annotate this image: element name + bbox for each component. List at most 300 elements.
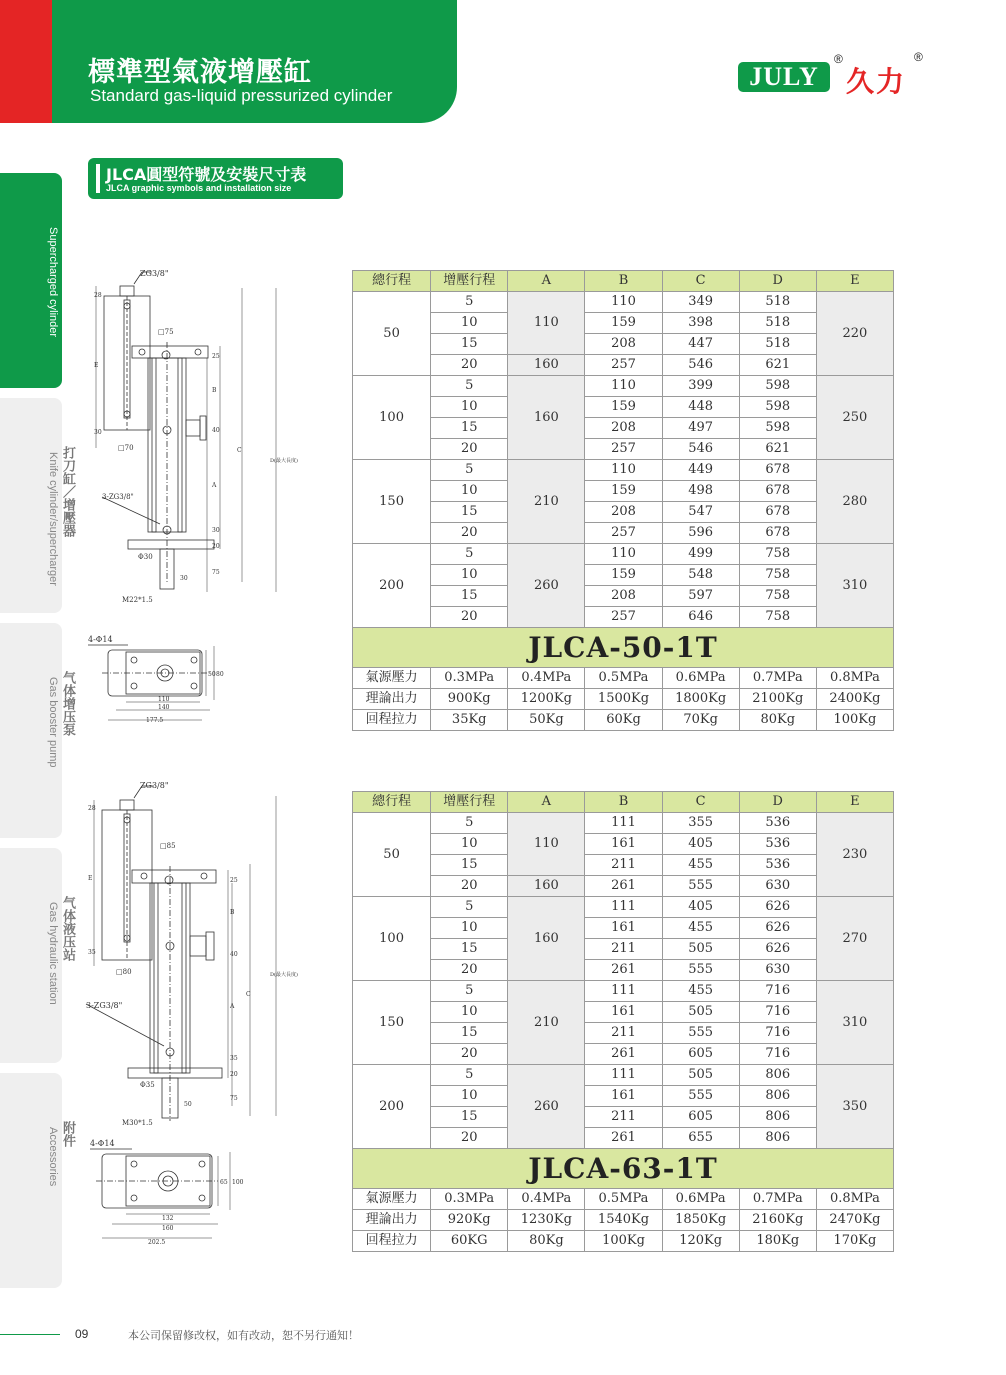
dim-b-cell: 261 (585, 1044, 662, 1065)
table-row (353, 1023, 894, 1044)
dim-e-cell: 250 (816, 376, 893, 460)
section-title-cn: JLCA圓型符號及安裝尺寸表 (106, 165, 307, 184)
page-title: 標準型氣液增壓缸 (88, 57, 312, 88)
dim-a-cell: 160 (508, 376, 585, 460)
performance-value: 0.7MPa (739, 668, 816, 689)
table-row (353, 439, 894, 460)
dim-c-cell: 596 (662, 523, 739, 544)
boost-stroke-cell: 5 (431, 376, 508, 397)
performance-label: 理論出力 (353, 1210, 431, 1231)
dim-c-cell: 447 (662, 334, 739, 355)
table-row (353, 397, 894, 418)
dim-c-cell: 555 (662, 1023, 739, 1044)
drawing-part (120, 286, 134, 296)
dim-b-cell: 110 (585, 292, 662, 313)
total-stroke-cell: 200 (353, 1065, 431, 1149)
table-row (353, 834, 894, 855)
column-header: E (816, 271, 893, 292)
table-row (353, 313, 894, 334)
dim-a-cell: 110 (508, 292, 585, 355)
performance-row (353, 1231, 894, 1252)
performance-value: 80Kg (508, 1231, 585, 1252)
column-header: D (739, 271, 816, 292)
dim-b-cell: 159 (585, 397, 662, 418)
performance-row (353, 689, 894, 710)
total-stroke-cell: 50 (353, 292, 431, 376)
performance-value: 120Kg (662, 1231, 739, 1252)
dim-d-cell: 716 (739, 981, 816, 1002)
dim-c-cell: 505 (662, 1002, 739, 1023)
dim-a-cell: 210 (508, 460, 585, 544)
drawing-label: 20 (212, 543, 220, 550)
dim-e-cell: 230 (816, 813, 893, 897)
drawing-label: 50 (184, 1101, 192, 1108)
dim-b-cell: 110 (585, 376, 662, 397)
model-name: JLCA-50-1T (353, 628, 894, 668)
table-row (353, 544, 894, 565)
dim-b-cell: 208 (585, 418, 662, 439)
dim-b-cell: 257 (585, 607, 662, 628)
boost-stroke-cell: 5 (431, 897, 508, 918)
dim-d-cell: 758 (739, 565, 816, 586)
dim-a-cell: 110 (508, 813, 585, 876)
dim-d-cell: 630 (739, 876, 816, 897)
dim-c-cell: 405 (662, 897, 739, 918)
cylinder-drawing-63 (82, 776, 298, 1251)
dim-b-cell: 257 (585, 523, 662, 544)
dim-b-cell: 111 (585, 813, 662, 834)
logo-july: JULY (738, 62, 830, 92)
drawing-label: 28 (94, 292, 102, 299)
dim-d-cell: 598 (739, 418, 816, 439)
section-title-en: JLCA graphic symbols and installation size (106, 183, 292, 193)
dim-c-cell: 405 (662, 834, 739, 855)
dim-d-cell: 806 (739, 1086, 816, 1107)
dim-b-cell: 161 (585, 918, 662, 939)
dim-b-cell: 261 (585, 1128, 662, 1149)
dim-b-cell: 208 (585, 586, 662, 607)
dim-c-cell: 355 (662, 813, 739, 834)
drawing-label: M22*1.5 (122, 596, 153, 604)
dim-c-cell: 499 (662, 544, 739, 565)
logo-reg-mark: ® (834, 52, 843, 66)
drawing-label: ZG3/8" (140, 269, 169, 278)
boost-stroke-cell: 5 (431, 292, 508, 313)
table-row (353, 1128, 894, 1149)
performance-value: 60KG (431, 1231, 508, 1252)
performance-value: 1200Kg (508, 689, 585, 710)
drawing-label: 160 (162, 1225, 174, 1232)
performance-value: 1540Kg (585, 1210, 662, 1231)
total-stroke-cell: 50 (353, 813, 431, 897)
performance-value: 0.8MPa (816, 1189, 893, 1210)
drawing-label: 4-Φ14 (90, 1139, 115, 1148)
dim-b-cell: 211 (585, 1107, 662, 1128)
performance-value: 100Kg (816, 710, 893, 731)
dim-c-cell: 655 (662, 1128, 739, 1149)
drawing-label: B (212, 387, 217, 394)
dim-b-cell: 159 (585, 565, 662, 586)
table-row (353, 418, 894, 439)
performance-value: 50Kg (508, 710, 585, 731)
dim-c-cell: 399 (662, 376, 739, 397)
dim-d-cell: 518 (739, 292, 816, 313)
dim-c-cell: 449 (662, 460, 739, 481)
drawing-part (120, 800, 134, 810)
drawing-label: 35 (230, 1055, 238, 1062)
sidebar-item-knife-cylinder[interactable] (0, 398, 75, 613)
dim-c-cell: 597 (662, 586, 739, 607)
drawing-label: 100 (232, 1179, 244, 1186)
performance-row (353, 1189, 894, 1210)
column-header: B (585, 792, 662, 813)
sidebar-label-en: Gas hydraulic station (47, 902, 59, 1005)
dim-d-cell: 806 (739, 1107, 816, 1128)
dim-c-cell: 646 (662, 607, 739, 628)
dim-b-cell: 208 (585, 334, 662, 355)
dim-e-cell: 280 (816, 460, 893, 544)
logo-cn: 久力 (846, 65, 907, 98)
drawing-label: 202.5 (148, 1239, 166, 1246)
dim-e-cell: 350 (816, 1065, 893, 1149)
drawing-label: C (246, 991, 251, 998)
drawing-label: 40 (212, 427, 220, 434)
column-header: B (585, 271, 662, 292)
boost-stroke-cell: 15 (431, 418, 508, 439)
dim-d-cell: 806 (739, 1065, 816, 1086)
boost-stroke-cell: 5 (431, 1065, 508, 1086)
drawing-label: A (212, 482, 217, 489)
performance-value: 60Kg (585, 710, 662, 731)
sidebar-item-gas-hydraulic-station[interactable] (0, 848, 75, 1063)
performance-value: 0.8MPa (816, 668, 893, 689)
sidebar-item-accessories[interactable] (0, 1073, 75, 1288)
column-header: E (816, 792, 893, 813)
model-name: JLCA-63-1T (353, 1149, 894, 1189)
table-row (353, 481, 894, 502)
dim-b-cell: 159 (585, 481, 662, 502)
performance-value: 0.5MPa (585, 668, 662, 689)
table-header-row (353, 792, 894, 813)
performance-row (353, 668, 894, 689)
dim-a-cell: 160 (508, 876, 585, 897)
drawing-label: □70 (118, 444, 134, 452)
boost-stroke-cell: 5 (431, 813, 508, 834)
dim-b-cell: 211 (585, 939, 662, 960)
dim-b-cell: 110 (585, 544, 662, 565)
table-row (353, 1002, 894, 1023)
drawing-label: 28 (88, 805, 96, 812)
dim-b-cell: 261 (585, 960, 662, 981)
dim-a-cell: 260 (508, 544, 585, 628)
column-header: A (508, 271, 585, 292)
drawing-label: 177.5 (146, 717, 164, 724)
dim-d-cell: 621 (739, 439, 816, 460)
sidebar-label-cn: 附件 (60, 1121, 75, 1147)
dim-c-cell: 505 (662, 939, 739, 960)
dim-d-cell: 678 (739, 481, 816, 502)
boost-stroke-cell: 15 (431, 334, 508, 355)
boost-stroke-cell: 20 (431, 1128, 508, 1149)
table-row (353, 918, 894, 939)
table-row (353, 813, 894, 834)
column-header: 增壓行程 (431, 792, 508, 813)
column-header: 增壓行程 (431, 271, 508, 292)
drawing-label: 65 (220, 1179, 228, 1186)
dim-d-cell: 806 (739, 1128, 816, 1149)
performance-value: 180Kg (739, 1231, 816, 1252)
table-row (353, 292, 894, 313)
drawing-label: 40 (230, 951, 238, 958)
boost-stroke-cell: 15 (431, 1023, 508, 1044)
boost-stroke-cell: 20 (431, 960, 508, 981)
dim-c-cell: 497 (662, 418, 739, 439)
dim-b-cell: 261 (585, 876, 662, 897)
drawing-label: 80 (216, 671, 224, 678)
drawing-label: C (237, 447, 242, 454)
drawing-label: □75 (158, 328, 174, 336)
dim-d-cell: 716 (739, 1002, 816, 1023)
boost-stroke-cell: 20 (431, 355, 508, 376)
boost-stroke-cell: 15 (431, 502, 508, 523)
table-row (353, 939, 894, 960)
dim-c-cell: 498 (662, 481, 739, 502)
performance-value: 0.7MPa (739, 1189, 816, 1210)
dim-d-cell: 758 (739, 544, 816, 565)
performance-label: 理論出力 (353, 689, 431, 710)
total-stroke-cell: 150 (353, 460, 431, 544)
boost-stroke-cell: 5 (431, 981, 508, 1002)
dim-d-cell: 678 (739, 502, 816, 523)
dim-d-cell: 716 (739, 1044, 816, 1065)
boost-stroke-cell: 10 (431, 1002, 508, 1023)
boost-stroke-cell: 10 (431, 834, 508, 855)
sidebar-label-cn: 增压缸 (60, 221, 75, 260)
dim-e-cell: 310 (816, 544, 893, 628)
cylinder-drawing-50 (82, 262, 298, 732)
footer-rule (0, 1334, 60, 1335)
performance-value: 80Kg (739, 710, 816, 731)
drawing-label: 50 (208, 671, 216, 678)
performance-value: 0.4MPa (508, 1189, 585, 1210)
sidebar-label-en: Accessories (47, 1127, 59, 1187)
total-stroke-cell: 150 (353, 981, 431, 1065)
dim-a-cell: 160 (508, 897, 585, 981)
boost-stroke-cell: 5 (431, 460, 508, 481)
dim-d-cell: 598 (739, 376, 816, 397)
column-header: 總行程 (353, 792, 431, 813)
drawing-label: 20 (230, 1071, 238, 1078)
performance-value: 0.4MPa (508, 668, 585, 689)
spec-table-jlca-63 (352, 791, 894, 1252)
performance-value: 0.3MPa (431, 668, 508, 689)
dim-b-cell: 110 (585, 460, 662, 481)
table-row (353, 334, 894, 355)
sidebar-label-en: Supercharged cylinder (47, 227, 59, 338)
drawing-label: D(最大長度) (270, 972, 298, 978)
performance-value: 1850Kg (662, 1210, 739, 1231)
dim-d-cell: 518 (739, 334, 816, 355)
performance-value: 2400Kg (816, 689, 893, 710)
page-subtitle: Standard gas-liquid pressurized cylinder (90, 86, 393, 105)
drawing-label: 140 (158, 704, 170, 711)
dim-d-cell: 536 (739, 813, 816, 834)
dim-a-cell: 210 (508, 981, 585, 1065)
dim-c-cell: 455 (662, 981, 739, 1002)
dim-d-cell: 758 (739, 607, 816, 628)
dim-d-cell: 678 (739, 523, 816, 544)
footer-note: 本公司保留修改权，如有改动，恕不另行通知！ (128, 1329, 359, 1342)
dim-a-cell: 160 (508, 355, 585, 376)
drawing-label: Φ30 (138, 553, 153, 561)
dim-c-cell: 555 (662, 1086, 739, 1107)
boost-stroke-cell: 20 (431, 607, 508, 628)
boost-stroke-cell: 20 (431, 439, 508, 460)
total-stroke-cell: 200 (353, 544, 431, 628)
table-row (353, 460, 894, 481)
table-row (353, 1107, 894, 1128)
drawing-label: E (88, 875, 93, 882)
dim-c-cell: 398 (662, 313, 739, 334)
performance-label: 回程拉力 (353, 710, 431, 731)
total-stroke-cell: 100 (353, 897, 431, 981)
drawing-label: 75 (230, 1095, 238, 1102)
performance-label: 氣源壓力 (353, 1189, 431, 1210)
dim-c-cell: 448 (662, 397, 739, 418)
dim-b-cell: 159 (585, 313, 662, 334)
dim-d-cell: 536 (739, 855, 816, 876)
dim-b-cell: 111 (585, 897, 662, 918)
table-row (353, 502, 894, 523)
sidebar-label-cn: 气体增压泵 (60, 671, 75, 736)
dim-c-cell: 505 (662, 1065, 739, 1086)
dim-d-cell: 758 (739, 586, 816, 607)
boost-stroke-cell: 20 (431, 523, 508, 544)
performance-row (353, 710, 894, 731)
table-row (353, 586, 894, 607)
sidebar-item-gas-booster-pump[interactable] (0, 623, 75, 838)
dim-d-cell: 626 (739, 918, 816, 939)
drawing-label: 25 (230, 877, 238, 884)
column-header: D (739, 792, 816, 813)
drawing-label: □80 (116, 968, 132, 976)
boost-stroke-cell: 5 (431, 544, 508, 565)
performance-label: 回程拉力 (353, 1231, 431, 1252)
sidebar-label-cn: 气体液压站 (60, 896, 75, 961)
dim-c-cell: 546 (662, 355, 739, 376)
dim-b-cell: 211 (585, 855, 662, 876)
drawing-label: 30 (94, 429, 102, 436)
dim-a-cell: 260 (508, 1065, 585, 1149)
performance-value: 170Kg (816, 1231, 893, 1252)
boost-stroke-cell: 15 (431, 1107, 508, 1128)
performance-value: 2100Kg (739, 689, 816, 710)
performance-value: 1230Kg (508, 1210, 585, 1231)
performance-value: 1500Kg (585, 689, 662, 710)
table-row (353, 981, 894, 1002)
boost-stroke-cell: 15 (431, 939, 508, 960)
performance-row (353, 1210, 894, 1231)
performance-value: 0.6MPa (662, 668, 739, 689)
dim-b-cell: 111 (585, 981, 662, 1002)
table-row (353, 897, 894, 918)
dim-d-cell: 630 (739, 960, 816, 981)
model-row (353, 628, 894, 668)
column-header: C (662, 792, 739, 813)
boost-stroke-cell: 20 (431, 1044, 508, 1065)
dim-d-cell: 518 (739, 313, 816, 334)
dim-d-cell: 598 (739, 397, 816, 418)
performance-value: 2470Kg (816, 1210, 893, 1231)
dim-c-cell: 349 (662, 292, 739, 313)
table-row (353, 565, 894, 586)
dim-e-cell: 270 (816, 897, 893, 981)
boost-stroke-cell: 10 (431, 1086, 508, 1107)
dim-c-cell: 548 (662, 565, 739, 586)
performance-value: 0.5MPa (585, 1189, 662, 1210)
drawing-label: D(最大長度) (270, 458, 298, 464)
boost-stroke-cell: 10 (431, 565, 508, 586)
dim-b-cell: 257 (585, 439, 662, 460)
brand-logo (738, 50, 938, 100)
table-row (353, 1044, 894, 1065)
boost-stroke-cell: 15 (431, 586, 508, 607)
total-stroke-cell: 100 (353, 376, 431, 460)
dim-d-cell: 678 (739, 460, 816, 481)
performance-value: 100Kg (585, 1231, 662, 1252)
table-row (353, 1065, 894, 1086)
drawing-label: Φ35 (140, 1081, 155, 1089)
table-row (353, 607, 894, 628)
drawing-label: B (230, 909, 235, 916)
table-row (353, 876, 894, 897)
performance-value: 0.3MPa (431, 1189, 508, 1210)
drawing-label: 3-ZG3/8" (86, 1001, 123, 1010)
dim-c-cell: 555 (662, 960, 739, 981)
dim-b-cell: 211 (585, 1023, 662, 1044)
column-header: A (508, 792, 585, 813)
spec-table-jlca-50 (352, 270, 894, 731)
performance-value: 920Kg (431, 1210, 508, 1231)
dim-d-cell: 536 (739, 834, 816, 855)
table-header-row (353, 271, 894, 292)
dim-d-cell: 626 (739, 939, 816, 960)
drawing-label: 132 (162, 1215, 174, 1222)
dim-c-cell: 605 (662, 1107, 739, 1128)
dim-d-cell: 621 (739, 355, 816, 376)
boost-stroke-cell: 20 (431, 876, 508, 897)
drawing-label: 4-Φ14 (88, 635, 113, 644)
drawing-label: A (230, 1003, 235, 1010)
drawing-label: 110 (158, 696, 170, 703)
dim-b-cell: 161 (585, 834, 662, 855)
boost-stroke-cell: 10 (431, 313, 508, 334)
dim-c-cell: 546 (662, 439, 739, 460)
dim-d-cell: 716 (739, 1023, 816, 1044)
dim-e-cell: 310 (816, 981, 893, 1065)
performance-value: 2160Kg (739, 1210, 816, 1231)
sidebar-label-en: Gas booster pump (47, 677, 59, 768)
dim-c-cell: 455 (662, 918, 739, 939)
dim-d-cell: 626 (739, 897, 816, 918)
dim-b-cell: 111 (585, 1065, 662, 1086)
dim-b-cell: 161 (585, 1002, 662, 1023)
logo-reg-mark-cn: ® (914, 50, 923, 64)
sidebar-item-supercharged-cylinder[interactable] (0, 173, 75, 388)
drawing-label: 30 (212, 527, 220, 534)
drawing-label: 30 (180, 575, 188, 582)
drawing-label: 25 (212, 353, 220, 360)
